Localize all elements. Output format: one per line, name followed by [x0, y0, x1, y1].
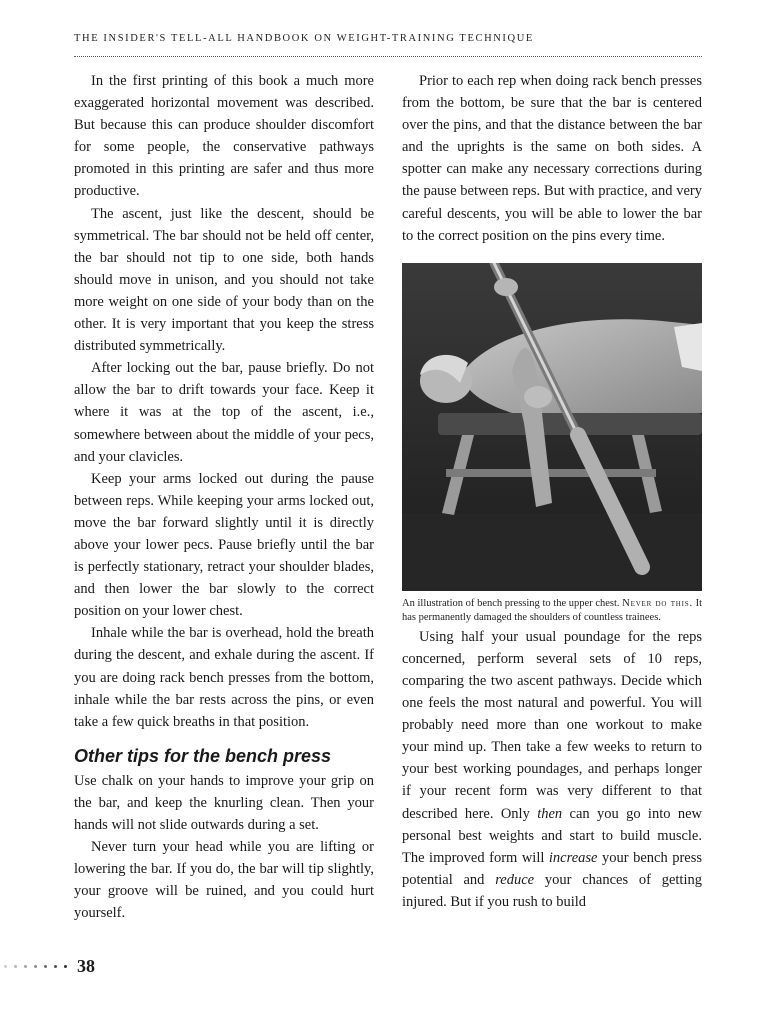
floor-shadow: [402, 513, 702, 591]
left-column: [74, 70, 374, 924]
paragraph: Keep your arms locked out during the pause between reps. While keeping your arms locked out, move the bar forward slightly until it is directly above your lower pecs. Pause briefly until the bar is perfectly stationary, retract your shoulder blades, and then lower the bar slowly to the correct position on your lower chest.: [74, 470, 374, 620]
bench-press-illustration: [402, 263, 702, 591]
photo-caption: [402, 597, 702, 626]
caption-tail: It has permanently damaged the shoulders of countless trainees.: [402, 597, 703, 624]
caption-warning: Never do this.: [622, 597, 693, 609]
paragraph: Never turn your head while you are lifting or lowering the bar. If you do, the bar will tip slightly, your groove will be ruined, and you could hurt yourself.: [74, 839, 374, 922]
folio-dot: [34, 965, 37, 968]
folio-dot: [64, 965, 67, 968]
folio-dots: [4, 965, 67, 968]
text-run: Using half your usual poundage for the reps concerned, perform several sets of 10 reps, comparing the two ascent pathways. Decide which one feels the most natural and powerful. You will probably need more than one workout to make your mind up. Then take a few weeks to return to your best working poundages, and perhaps longer if your recent form was very different to that described here. Only: [402, 628, 702, 822]
paragraph: [402, 626, 702, 913]
header-divider: [74, 56, 702, 57]
running-head: THE INSIDER'S TELL-ALL HANDBOOK ON WEIGHT-TRAINING TECHNIQUE: [74, 33, 534, 44]
folio-dot: [54, 965, 57, 968]
text-run: your chances of getting injured. But if you rush to build: [402, 871, 702, 910]
bench-press-photo: [402, 263, 702, 591]
folio-dot: [24, 965, 27, 968]
text-run: can you go into new personal best weights and start to build muscle. The improved form will: [402, 805, 702, 866]
emphasis: increase: [548, 849, 598, 866]
page-number: 38: [77, 955, 95, 976]
folio-dot: [14, 965, 17, 968]
lifter-hand: [524, 386, 552, 408]
paragraph: Prior to each rep when doing rack bench presses from the bottom, be sure that the bar is centered over the pins, and that the distance between the bar and the uprights is the same on both sides. A spotter can make any necessary corrections during the pause between reps. But with practice, and very careful descents, you will be able to lower the bar to the correct position on the pins every time.: [402, 73, 702, 244]
paragraph: Inhale while the bar is overhead, hold the breath during the descent, and exhale during the ascent. If you are doing rack bench presses from the bottom, inhale while the bar rests across the pins, or even take a few quick breaths in that position.: [74, 625, 374, 730]
paragraph: In the first printing of this book a much more exaggerated horizontal movement was described. But because this can produce shoulder discomfort for some people, the conservative pathways promoted in this printing are safer and thus more productive.: [74, 73, 374, 200]
paragraph: Use chalk on your hands to improve your grip on the bar, and keep the knurling clean. Then your hands will not slide outwards during a set.: [74, 772, 374, 833]
right-column: [402, 70, 702, 913]
lifter-hand: [494, 278, 518, 296]
section-subhead: Other tips for the bench press: [74, 745, 332, 766]
folio-dot: [4, 965, 7, 968]
caption-lead: An illustration of bench pressing to the upper chest.: [402, 597, 620, 609]
paragraph: The ascent, just like the descent, should be symmetrical. The bar should not be held off center, the bar should not tip to one side, both hands should move in unison, and you should not take more weight on one side of your body than on the other. It is very important that you keep the stress distributed symmetrically.: [74, 205, 374, 355]
bench-crossbar: [446, 469, 656, 477]
folio-dot: [44, 965, 47, 968]
text-run: your bench press potential and: [402, 849, 702, 888]
paragraph: After locking out the bar, pause briefly. Do not allow the bar to drift towards your face. Keep it where it was at the top of the ascent, i.e., somewhere between about the middle of your pecs, and your clavicles.: [74, 360, 374, 465]
page-footer: [0, 956, 95, 976]
emphasis: reduce: [495, 871, 535, 888]
emphasis: then: [537, 805, 563, 822]
